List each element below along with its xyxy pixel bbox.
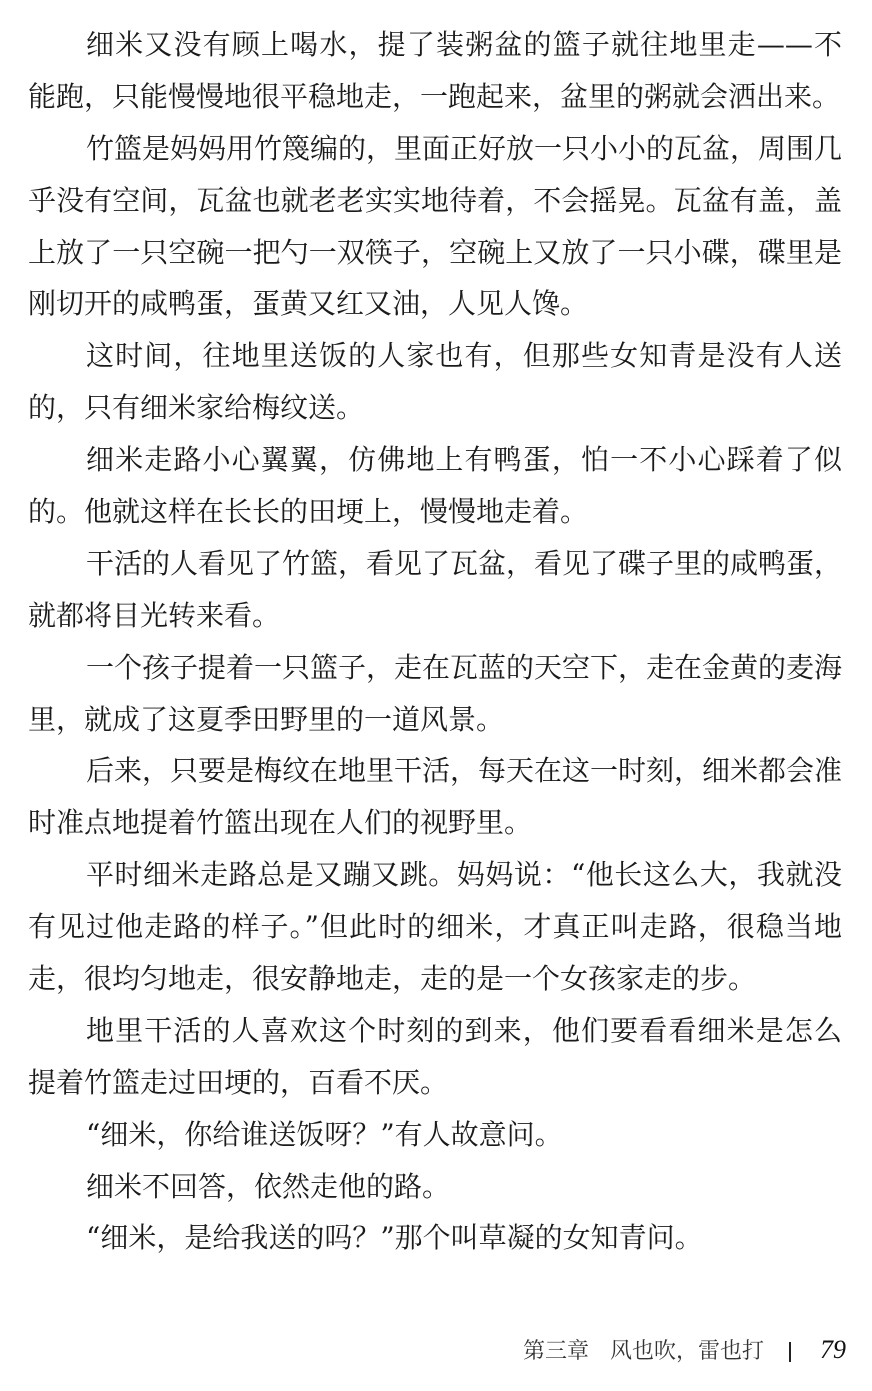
text-line: 刚切开的咸鸭蛋，蛋黄又红又油，人见人馋。: [28, 287, 589, 321]
text-line: 干活的人看见了竹篮，看见了瓦盆，看见了碟子里的咸鸭蛋，: [86, 546, 843, 580]
paragraph: [28, 642, 842, 746]
paragraph: [28, 745, 842, 849]
text-line: 有见过他走路的样子。”但此时的细米，才真正叫走路，很稳当地: [28, 910, 842, 944]
text-line: 上放了一只空碗一把勺一双筷子，空碗上又放了一只小碟，碟里是: [28, 235, 842, 269]
page-number: 79: [820, 1335, 847, 1364]
paragraph: [28, 330, 842, 434]
running-footer: [523, 1333, 846, 1367]
paragraph: [28, 434, 842, 538]
text-line: 后来，只要是梅纹在地里干活，每天在这一时刻，细米都会准: [86, 754, 843, 788]
chapter-label: 第三章: [523, 1339, 590, 1364]
paragraph: [28, 1005, 842, 1109]
text-line: “细米，是给我送的吗？”那个叫草凝的女知青问。: [86, 1221, 703, 1255]
text-line: 能跑，只能慢慢地很平稳地走，一跑起来，盆里的粥就会洒出来。: [28, 79, 841, 113]
text-line: 竹篮是妈妈用竹篾编的，里面正好放一只小小的瓦盆，周围几: [86, 131, 843, 165]
text-line: 走，很均匀地走，很安静地走，走的是一个女孩家走的步。: [28, 962, 757, 996]
footer-divider: [789, 1342, 791, 1362]
text-line: 细米又没有顾上喝水，提了装粥盆的篮子就往地里走——不: [86, 28, 842, 61]
text-line: 时准点地提着竹篮出现在人们的视野里。: [28, 806, 533, 840]
body-text: [28, 19, 842, 1264]
text-line: 平时细米走路总是又蹦又跳。妈妈说：“他长这么大，我就没: [86, 858, 842, 892]
text-line: 乎没有空间，瓦盆也就老老实实地待着，不会摇晃。瓦盆有盖，盖: [28, 183, 842, 217]
paragraph: [28, 1212, 842, 1264]
text-line: 的。他就这样在长长的田埂上，慢慢地走着。: [28, 495, 589, 529]
paragraph: [28, 1109, 842, 1161]
paragraph: [28, 849, 842, 1005]
text-line: 里，就成了这夏季田野里的一道风景。: [28, 702, 505, 736]
text-line: 一个孩子提着一只篮子，走在瓦蓝的天空下，走在金黄的麦海: [86, 650, 843, 684]
paragraph: [28, 19, 842, 123]
text-line: “细米，你给谁送饭呀？”有人故意问。: [86, 1117, 563, 1151]
text-line: 这时间，往地里送饭的人家也有，但那些女知青是没有人送: [86, 339, 842, 373]
text-line: 细米走路小心翼翼，仿佛地上有鸭蛋，怕一不小心踩着了似: [86, 443, 842, 477]
paragraph: [28, 538, 842, 642]
chapter-title: 风也吹，雷也打: [610, 1339, 765, 1364]
text-line: 就都将目光转来看。: [28, 598, 281, 632]
text-line: 地里干活的人喜欢这个时刻的到来，他们要看看细米是怎么: [86, 1013, 842, 1047]
paragraph: [28, 123, 842, 331]
text-line: 的，只有细米家给梅纹送。: [28, 391, 365, 425]
paragraph: [28, 1161, 842, 1213]
text-line: 提着竹篮走过田埂的，百看不厌。: [28, 1065, 449, 1099]
text-line: 细米不回答，依然走他的路。: [86, 1169, 451, 1203]
